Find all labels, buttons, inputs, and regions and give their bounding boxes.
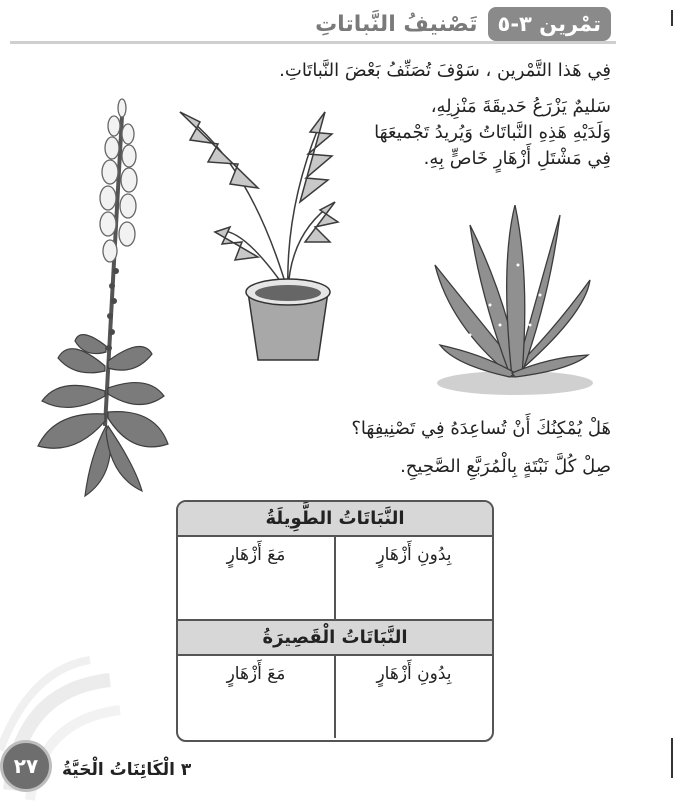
exercise-badge: تمْرين ٣-٥ (488, 7, 612, 41)
story-text (374, 94, 611, 172)
palm-plant-image (160, 92, 360, 362)
foxglove-plant-image (30, 96, 170, 506)
page-edge-mark (671, 738, 673, 778)
page-number-badge: ٢٧ (0, 740, 52, 792)
short-plants-header: النَّبَاتَاتُ الْقَصِيرَةُ (178, 619, 492, 656)
story-line: سَليمٌ يَزْرَعُ حَديقَةَ مَنْزِلِهِ، (430, 96, 611, 117)
instruction-text: صِلْ كُلَّ نَبْتَةٍ بِالْمُرَبَّعِ الصَّحِيحِ. (400, 456, 611, 477)
short-plants-row (178, 656, 492, 738)
page-edge-mark (671, 10, 673, 26)
tall-plants-header: النَّبَاتَاتُ الطَّوِيلَةُ (178, 502, 492, 537)
exercise-header (315, 6, 611, 42)
short-with-flowers-box[interactable]: مَعَ أَزْهَارٍ (178, 656, 336, 738)
tall-plants-row (178, 537, 492, 619)
short-without-flowers-box[interactable]: بِدُونِ أَزْهَارٍ (376, 664, 452, 684)
question-text: هَلْ يُمْكِنُكَ أَنْ تُساعِدَهُ فِي تَصْنِيفِهَا؟ (351, 418, 611, 439)
tall-with-flowers-box[interactable]: مَعَ أَزْهَارٍ (178, 537, 336, 619)
story-line: فِي مَشْتَلِ أَزْهَارٍ خَاصٍّ بِهِ. (423, 148, 611, 169)
title-underline (10, 41, 616, 44)
story-line: وَلَدَيْهِ هَذِهِ النَّباتَاتُ وَيُريدُ تَجْميعَهَا (374, 122, 611, 143)
intro-text: فِي هَذا التَّمْرين ، سَوْفَ تُصَنِّفُ بَعْضَ النَّباتَاتِ. (279, 60, 611, 81)
aloe-plant-image (430, 205, 595, 395)
tall-without-flowers-box[interactable]: بِدُونِ أَزْهَارٍ (376, 545, 452, 565)
chapter-label: ٣ الْكَائِنَاتُ الْحَيَّةُ (62, 760, 192, 780)
page-title: تَصْنيفُ النَّباتاتِ (315, 11, 478, 37)
sorting-table (176, 500, 494, 742)
